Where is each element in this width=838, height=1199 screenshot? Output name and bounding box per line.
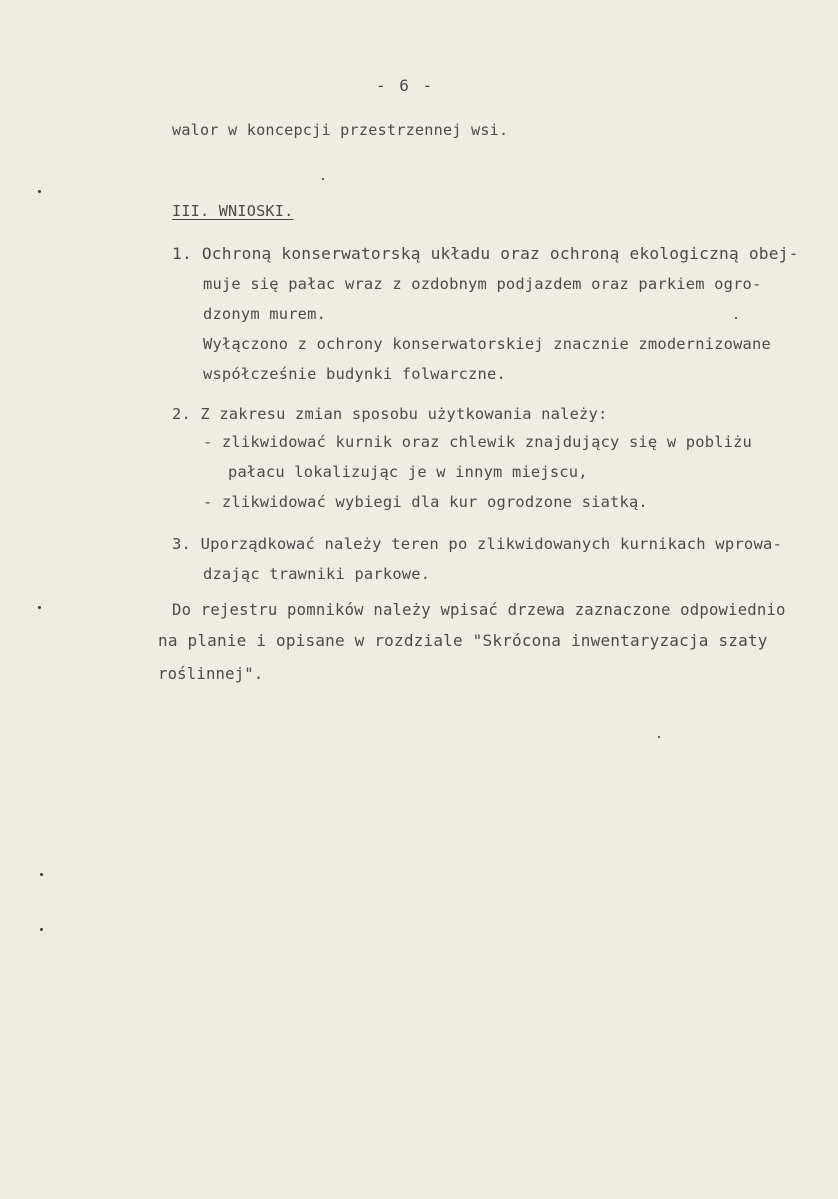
scan-speck xyxy=(40,873,43,876)
section-heading: III. WNIOSKI. xyxy=(172,202,294,220)
scan-speck xyxy=(40,928,43,931)
scan-speck xyxy=(735,317,737,319)
item2-line1: 2. Z zakresu zmian sposobu użytkowania należy: xyxy=(172,405,608,423)
item3-line2: dzając trawniki parkowe. xyxy=(203,565,431,583)
item1-line4: Wyłączono z ochrony konserwatorskiej znacznie zmodernizowane xyxy=(203,335,771,353)
item2-line3: pałacu lokalizując je w innym miejscu, xyxy=(228,463,588,481)
item2-line2: - zlikwidować kurnik oraz chlewik znajdujący się w pobliżu xyxy=(203,433,753,451)
item1-line2: muje się pałac wraz z ozdobnym podjazdem oraz parkiem ogro- xyxy=(203,275,762,293)
intro-line: walor w koncepcji przestrzennej wsi. xyxy=(172,121,509,139)
item1-line5: współcześnie budynki folwarczne. xyxy=(203,365,506,383)
item2-line4: - zlikwidować wybiegi dla kur ogrodzone siatką. xyxy=(203,493,648,511)
closing-line1: Do rejestru pomników należy wpisać drzewa zaznaczone odpowiednio xyxy=(172,601,786,619)
scan-speck xyxy=(38,606,41,609)
item1-line3: dzonym murem. xyxy=(203,305,327,323)
closing-line2: na planie i opisane w rozdziale "Skrócona inwentaryzacja szaty xyxy=(158,631,768,650)
item3-line1: 3. Uporządkować należy teren po zlikwidowanych kurnikach wprowa- xyxy=(172,535,783,553)
page-number: - 6 - xyxy=(376,76,435,95)
scan-speck xyxy=(322,178,324,180)
item1-line1: 1. Ochroną konserwatorską układu oraz ochroną ekologiczną obej- xyxy=(172,244,799,263)
scan-speck xyxy=(38,190,41,193)
closing-line3: roślinnej". xyxy=(158,665,264,683)
scan-speck xyxy=(658,736,660,738)
